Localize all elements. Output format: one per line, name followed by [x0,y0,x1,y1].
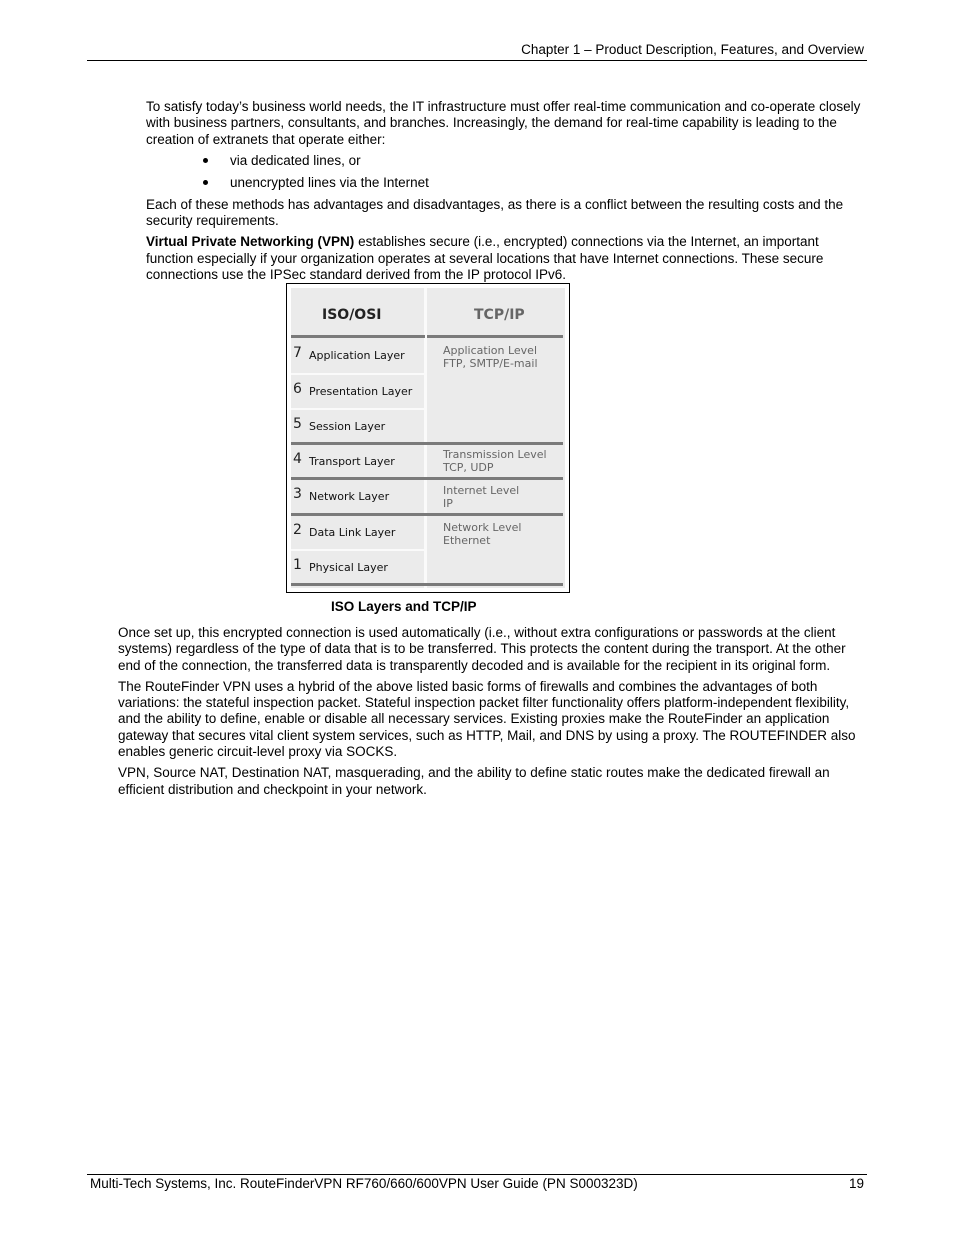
intro-paragraph-2: Each of these methods has advantages and disadvantages, as there is a conflict between the resulting costs and the security requirements. [146,196,844,229]
footer-rule [87,1174,867,1175]
layer-number: 1 [293,557,302,573]
tcp-level-name: Transmission Level [443,448,547,461]
body-paragraph-3: VPN, Source NAT, Destination NAT, masquerading, and the ability to define static routes make the dedicated firewall an efficient distribution and checkpoint in your network. [118,765,830,797]
layer-number: 5 [293,416,302,432]
page-header-chapter: Chapter 1 – Product Description, Features, and Overview [521,42,864,57]
vpn-term: Virtual Private Networking (VPN) [146,234,355,250]
layer-number: 7 [293,345,302,361]
layer-label: Presentation Layer [309,385,413,398]
tcp-level-cell [443,484,519,510]
header-rule [87,60,867,61]
layer-number: 3 [293,486,302,502]
group-rule [291,477,563,480]
figure-caption: ISO Layers and TCP/IP [331,599,477,614]
bullet-item: unencrypted lines via the Internet [146,175,866,197]
tcp-level-protocols: Ethernet [443,534,491,547]
layer-separator [291,408,425,410]
layer-number: 2 [293,522,302,538]
layer-label: Application Layer [309,349,405,362]
tcp-level-cell [443,344,538,370]
tcp-level-name: Internet Level [443,484,520,497]
iso-osi-header: ISO/OSI [322,307,382,323]
group-rule [291,513,563,516]
tcp-level-cell [443,521,521,547]
vpn-description: establishes secure (i.e., encrypted) connections via the Internet, an important function especially if your organization operates at several locations that have Internet connections. These secure connections use the IPSec standard derived from the IP protocol IPv6. [146,234,824,283]
iso-header-rule [291,335,425,338]
body-section [118,625,868,803]
bullet-list [146,153,866,197]
tcp-level-cell [443,448,547,474]
footer-document-title: Multi-Tech Systems, Inc. RouteFinderVPN RF760/660/600VPN User Guide (PN S000323D) [90,1176,638,1191]
bullet-item: via dedicated lines, or [146,153,866,175]
tcp-level-protocols: TCP, UDP [443,461,494,474]
layer-label: Data Link Layer [309,526,396,539]
tcp-level-protocols: FTP, SMTP/E-mail [443,357,538,370]
layer-separator [291,549,425,551]
layer-label: Physical Layer [309,561,388,574]
layer-label: Session Layer [309,420,386,433]
tcp-header-rule [427,335,563,338]
page-number: 19 [848,1176,864,1191]
bottom-rule [291,583,563,586]
tcp-level-protocols: IP [443,497,453,510]
layer-label: Network Layer [309,490,390,503]
iso-tcpip-diagram [286,283,570,593]
body-paragraph-2: The RouteFinder VPN uses a hybrid of the above listed basic forms of firewalls and combines the advantages of both variations: the stateful inspection packet. Stateful inspection packet filter functionality offers platform-independent flexibility, and the ability to define, enable or disable all necessary services. Existing proxies make the RouteFinder an application gateway that secures vital client system services, such as HTTP, Mail, and DNS by using a proxy. The ROUTEFINDER also enables generic circuit-level proxy via SOCKS. [118,678,856,760]
intro-paragraph-1: To satisfy today’s business world needs, the IT infrastructure must offer real-time communication and co-operate closely with business partners, consultants, and branches. Increasingly, the demand for real-time capability is leading to the creation of extranets that operate either: [146,99,861,147]
intro-paragraph-3 [146,234,866,283]
group-rule [291,442,563,445]
tcp-ip-header: TCP/IP [474,307,525,323]
layer-number: 6 [293,381,302,397]
intro-section [146,99,866,288]
body-paragraph-1: Once set up, this encrypted connection is used automatically (i.e., without extra configurations or passwords at the client systems) regardless of the type of data that is to be transferred. This protects the content during the transport. At the other end of the connection, the transferred data is transparently decoded and is available for the recipient in its original form. [118,625,846,673]
layer-label: Transport Layer [309,455,395,468]
tcp-level-name: Application Level [443,344,537,357]
layer-separator [291,373,425,375]
layer-number: 4 [293,451,302,467]
tcp-level-name: Network Level [443,521,522,534]
